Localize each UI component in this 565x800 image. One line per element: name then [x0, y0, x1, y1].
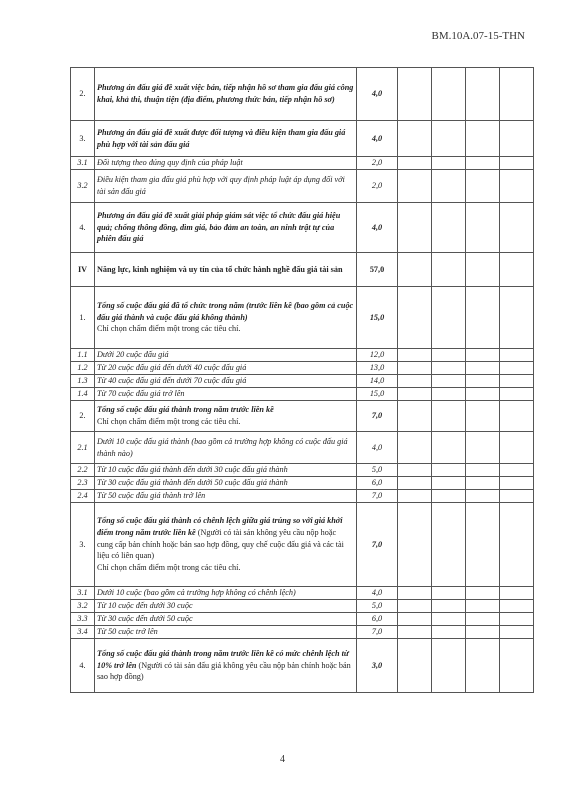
score-cell — [398, 170, 432, 203]
criterion-text-part: Đối tượng theo đúng quy định của pháp luật — [97, 158, 243, 168]
criterion-text — [95, 464, 357, 477]
score-cell — [432, 349, 466, 362]
criterion-text — [95, 477, 357, 490]
score-cell — [432, 287, 466, 349]
score-cell — [500, 503, 534, 587]
score-cell — [432, 477, 466, 490]
score-cell — [500, 121, 534, 157]
max-points: 7,0 — [357, 401, 398, 432]
max-points: 2,0 — [357, 170, 398, 203]
criterion-text-part: Tổng số cuộc đấu giá đã tổ chức trong năm (trước liền kề (bao gồm cả cuộc đấu giá thành và cuộc đấu giá không thành) — [97, 300, 354, 322]
score-cell — [500, 287, 534, 349]
table-row — [71, 600, 534, 613]
score-cell — [432, 503, 466, 587]
score-cell — [398, 587, 432, 600]
score-cell — [500, 432, 534, 464]
table-row — [71, 587, 534, 600]
max-points: 13,0 — [357, 362, 398, 375]
score-cell — [432, 432, 466, 464]
criterion-text-part: Năng lực, kinh nghiệm và uy tín của tổ chức hành nghề đấu giá tài sản — [97, 264, 343, 274]
max-points: 4,0 — [357, 432, 398, 464]
criterion-text — [95, 68, 357, 121]
row-number: IV — [71, 253, 95, 287]
row-number: 1.3 — [71, 375, 95, 388]
max-points: 7,0 — [357, 490, 398, 503]
score-cell — [398, 68, 432, 121]
criterion-text — [95, 170, 357, 203]
table-row — [71, 170, 534, 203]
table-row — [71, 349, 534, 362]
scoring-table — [70, 67, 534, 693]
table-row — [71, 253, 534, 287]
criterion-text-part: Tổng số cuộc đấu giá thành trong năm trước liền kề — [97, 405, 274, 415]
score-cell — [466, 388, 500, 401]
criterion-text — [95, 639, 357, 693]
score-cell — [466, 203, 500, 253]
max-points: 12,0 — [357, 349, 398, 362]
max-points: 2,0 — [357, 157, 398, 170]
score-cell — [466, 401, 500, 432]
criterion-text-part: Tổng số cuộc đấu giá thành trong năm trước liền kề có mức chênh lệch từ 10% trở lên — [97, 648, 349, 670]
table-row — [71, 287, 534, 349]
row-number: 3. — [71, 503, 95, 587]
criterion-text-part: Dưới 10 cuộc (bao gồm cả trường hợp không có chênh lệch) — [97, 588, 296, 598]
criterion-text — [95, 388, 357, 401]
table-row — [71, 503, 534, 587]
score-cell — [398, 477, 432, 490]
score-cell — [432, 587, 466, 600]
score-cell — [398, 464, 432, 477]
score-cell — [398, 253, 432, 287]
criterion-text — [95, 375, 357, 388]
score-cell — [500, 362, 534, 375]
score-cell — [466, 626, 500, 639]
max-points: 4,0 — [357, 121, 398, 157]
score-cell — [432, 639, 466, 693]
criterion-text-part: Chỉ chọn chấm điểm một trong các tiêu chí. — [97, 417, 241, 426]
score-cell — [398, 287, 432, 349]
table-row — [71, 121, 534, 157]
table-row — [71, 639, 534, 693]
criterion-text — [95, 600, 357, 613]
score-cell — [398, 401, 432, 432]
criterion-text-part: Từ 30 cuộc đến dưới 50 cuộc — [97, 614, 193, 624]
score-cell — [500, 157, 534, 170]
score-cell — [466, 253, 500, 287]
criterion-text — [95, 613, 357, 626]
score-cell — [500, 253, 534, 287]
criterion-text-part: Từ 40 cuộc đấu giá đến dưới 70 cuộc đấu giá — [97, 376, 247, 386]
score-cell — [432, 401, 466, 432]
criterion-text-part: (Người có tài sản đấu giá không yêu cầu nộp bản chính hoặc bản sao hợp đồng) — [97, 660, 351, 682]
score-cell — [466, 68, 500, 121]
score-cell — [398, 362, 432, 375]
table-row — [71, 203, 534, 253]
row-number: 3.4 — [71, 626, 95, 639]
table-row — [71, 613, 534, 626]
criterion-text-part: Phương án đấu giá đề xuất việc bán, tiếp nhận hồ sơ tham gia đấu giá công khai, khả thi, thuận tiện (địa điểm, phương thức bán, tiếp nhận hồ sơ) — [97, 83, 354, 104]
max-points: 4,0 — [357, 587, 398, 600]
row-number: 2. — [71, 68, 95, 121]
score-cell — [500, 490, 534, 503]
score-cell — [398, 613, 432, 626]
max-points: 6,0 — [357, 477, 398, 490]
row-number: 2.4 — [71, 490, 95, 503]
row-number: 4. — [71, 203, 95, 253]
criterion-text-part: Dưới 10 cuộc đấu giá thành (bao gồm cả trường hợp không có cuộc đấu giá thành nào) — [97, 436, 348, 458]
score-cell — [466, 600, 500, 613]
score-cell — [432, 626, 466, 639]
score-cell — [398, 600, 432, 613]
max-points: 4,0 — [357, 68, 398, 121]
row-number: 1.1 — [71, 349, 95, 362]
score-cell — [398, 121, 432, 157]
score-cell — [398, 349, 432, 362]
score-cell — [466, 477, 500, 490]
row-number: 1. — [71, 287, 95, 349]
score-cell — [500, 613, 534, 626]
score-cell — [432, 157, 466, 170]
score-cell — [500, 464, 534, 477]
score-cell — [466, 503, 500, 587]
table-row — [71, 157, 534, 170]
score-cell — [398, 388, 432, 401]
criterion-text — [95, 490, 357, 503]
score-cell — [432, 600, 466, 613]
criterion-text — [95, 503, 357, 587]
score-cell — [466, 432, 500, 464]
max-points: 14,0 — [357, 375, 398, 388]
row-number: 1.4 — [71, 388, 95, 401]
score-cell — [432, 375, 466, 388]
criterion-text-part: Phương án đấu giá đề xuất giải pháp giám sát việc tổ chức đấu giá hiệu quả; chống thông đồng, dìm giá, bảo đảm an toàn, an ninh trật tự của phiên đấu giá — [97, 210, 341, 244]
max-points: 15,0 — [357, 388, 398, 401]
table-row — [71, 464, 534, 477]
score-cell — [466, 613, 500, 626]
row-number: 2. — [71, 401, 95, 432]
criterion-text-part: Tổng số cuộc đấu giá thành có chênh lệch giữa giá trúng so với giá khởi điểm trong năm trước liền kề — [97, 515, 343, 537]
criterion-text — [95, 121, 357, 157]
criterion-text-part: Từ 10 cuộc đấu giá thành đến dưới 30 cuộc đấu giá thành — [97, 465, 288, 475]
score-cell — [466, 639, 500, 693]
table-row — [71, 362, 534, 375]
score-cell — [500, 170, 534, 203]
row-number: 3.1 — [71, 157, 95, 170]
row-number: 3.3 — [71, 613, 95, 626]
criterion-text — [95, 362, 357, 375]
score-cell — [466, 375, 500, 388]
score-cell — [466, 287, 500, 349]
criterion-text — [95, 253, 357, 287]
criterion-text-part: (Người có tài sản không yêu cầu nộp hoặc cung cấp bản chính hoặc bản sao hợp đồng, quy chế cuộc đấu giá và các tài liệu có liên quan) — [97, 527, 344, 561]
score-cell — [500, 600, 534, 613]
criterion-text — [95, 157, 357, 170]
row-number: 3.2 — [71, 170, 95, 203]
table-row — [71, 68, 534, 121]
max-points: 3,0 — [357, 639, 398, 693]
criterion-text-part: Từ 20 cuộc đấu giá đến dưới 40 cuộc đấu giá — [97, 363, 247, 373]
criterion-text — [95, 626, 357, 639]
score-cell — [466, 587, 500, 600]
score-cell — [432, 170, 466, 203]
max-points: 6,0 — [357, 613, 398, 626]
max-points: 57,0 — [357, 253, 398, 287]
criterion-text-part: Từ 50 cuộc trở lên — [97, 627, 158, 637]
criterion-text — [95, 287, 357, 349]
score-cell — [432, 464, 466, 477]
criterion-text — [95, 587, 357, 600]
score-cell — [432, 68, 466, 121]
table-row — [71, 375, 534, 388]
criterion-text-part: Dưới 20 cuộc đấu giá — [97, 350, 169, 360]
table-row — [71, 388, 534, 401]
score-cell — [432, 203, 466, 253]
criterion-text-part: Từ 10 cuộc đến dưới 30 cuộc — [97, 601, 193, 611]
criterion-text-part: Từ 50 cuộc đấu giá thành trở lên — [97, 491, 206, 501]
score-cell — [466, 349, 500, 362]
row-number: 2.2 — [71, 464, 95, 477]
row-number: 4. — [71, 639, 95, 693]
row-number: 3. — [71, 121, 95, 157]
score-cell — [500, 375, 534, 388]
score-cell — [398, 375, 432, 388]
score-cell — [500, 388, 534, 401]
max-points: 5,0 — [357, 464, 398, 477]
score-cell — [432, 121, 466, 157]
row-number: 2.1 — [71, 432, 95, 464]
score-cell — [432, 490, 466, 503]
document-code: BM.10A.07-15-THN — [431, 30, 525, 42]
table-row — [71, 401, 534, 432]
score-cell — [500, 68, 534, 121]
max-points: 5,0 — [357, 600, 398, 613]
table-row — [71, 626, 534, 639]
score-cell — [500, 477, 534, 490]
score-cell — [466, 464, 500, 477]
score-cell — [398, 432, 432, 464]
criterion-text-part: Chỉ chọn chấm điểm một trong các tiêu chí. — [97, 324, 241, 334]
score-cell — [398, 503, 432, 587]
score-cell — [432, 362, 466, 375]
row-number: 1.2 — [71, 362, 95, 375]
table-row — [71, 432, 534, 464]
table-row — [71, 490, 534, 503]
score-cell — [432, 253, 466, 287]
row-number: 3.1 — [71, 587, 95, 600]
row-number: 3.2 — [71, 600, 95, 613]
score-cell — [398, 490, 432, 503]
criterion-text-part: Từ 30 cuộc đấu giá thành đến dưới 50 cuộc đấu giá thành — [97, 478, 288, 488]
criterion-text-part: Phương án đấu giá đề xuất được đối tượng và điều kiện tham gia đấu giá phù hợp với tài sản đấu giá — [97, 127, 346, 149]
score-cell — [398, 203, 432, 253]
score-cell — [398, 157, 432, 170]
score-cell — [432, 388, 466, 401]
criterion-text — [95, 401, 357, 432]
criterion-text — [95, 432, 357, 464]
score-cell — [500, 349, 534, 362]
score-cell — [466, 121, 500, 157]
score-cell — [398, 639, 432, 693]
criterion-text-part: Từ 70 cuộc đấu giá trở lên — [97, 389, 185, 399]
max-points: 4,0 — [357, 203, 398, 253]
score-cell — [500, 401, 534, 432]
score-cell — [466, 362, 500, 375]
row-number: 2.3 — [71, 477, 95, 490]
score-cell — [500, 587, 534, 600]
score-cell — [500, 626, 534, 639]
score-cell — [398, 626, 432, 639]
max-points: 7,0 — [357, 626, 398, 639]
score-cell — [466, 157, 500, 170]
criterion-text — [95, 349, 357, 362]
max-points: 15,0 — [357, 287, 398, 349]
score-cell — [500, 203, 534, 253]
criterion-text-part: Điều kiện tham gia đấu giá phù hợp với quy định pháp luật áp dụng đối với tài sản đấu giá — [97, 175, 345, 196]
criterion-text — [95, 203, 357, 253]
score-cell — [500, 639, 534, 693]
max-points: 7,0 — [357, 503, 398, 587]
score-cell — [466, 170, 500, 203]
score-cell — [432, 613, 466, 626]
table-row — [71, 477, 534, 490]
score-cell — [466, 490, 500, 503]
page-number: 4 — [280, 754, 285, 765]
criterion-text-part: Chỉ chọn chấm điểm một trong các tiêu chí. — [97, 563, 241, 573]
